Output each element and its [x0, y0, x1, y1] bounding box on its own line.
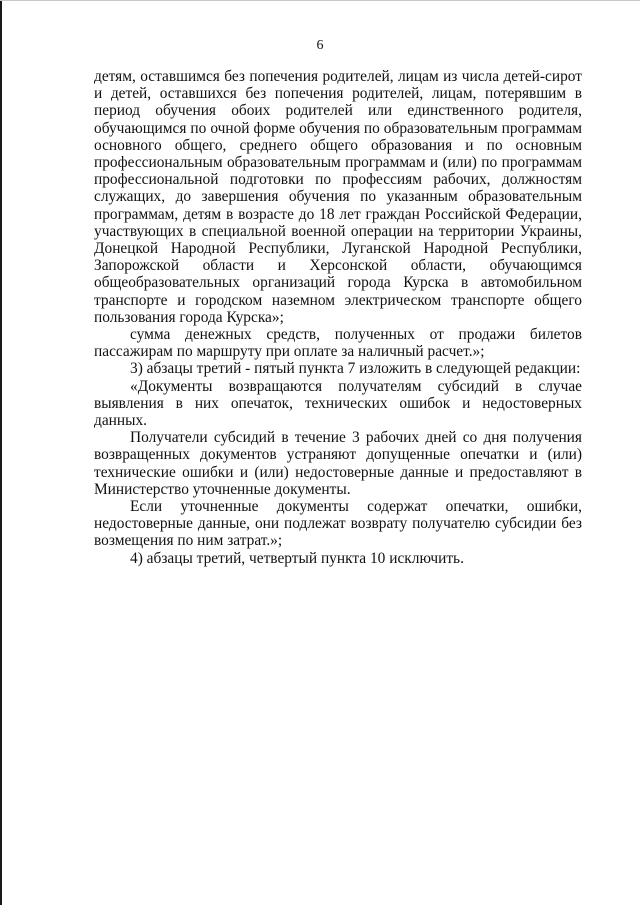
- scan-edge-left: [0, 0, 2, 905]
- paragraph-recipients-correction: Получатели субсидий в течение 3 рабочих дней со дня получения возвращенных документов устраняют допущенные опечатки и (или) технические ошибки и (или) недостоверные данные и предоставляют в Министерство уточненные документы.: [94, 429, 582, 498]
- scan-edge-top: [0, 0, 640, 1]
- paragraph-refused-compensation: Если уточненные документы содержат опечатки, ошибки, недостоверные данные, они подлежат возврату получателю субсидии без возмещения по ним затрат.»;: [94, 498, 582, 550]
- paragraph-ticket-sales: сумма денежных средств, полученных от продажи билетов пассажирам по маршруту при оплате за наличный расчет.»;: [94, 326, 582, 361]
- paragraph-item-4: 4) абзацы третий, четвертый пункта 10 исключить.: [130, 549, 464, 567]
- paragraph-continuation: детям, оставшимся без попечения родителей, лицам из числа детей-сирот и детей, оставшихся без попечения родителей, лицам, потерявшим в период обучения обоих родителей или единственного родителя, обучающимся по очной форме обучения по образовательным программам основного общего, среднего общего образования и по основным профессиональным образовательным программам и (или) по программам профессиональной подготовки по профессиям рабочих, должностям служащих, до завершения обучения по указанным образовательным программам, детям в возрасте до 18 лет граждан Российской Федерации, участвующих в специальной военной операции на территории Украины, Донецкой Народной Республики, Луганской Народной Республики, Запорожской области и Херсонской области, обучающимся общеобразовательных организаций города Курска в автомобильном транспорте и городском наземном электрическом транспорте общего пользования города Курска»;: [94, 68, 582, 326]
- paragraph-item-3: 3) абзацы третий - пятый пункта 7 изложить в следующей редакции:: [130, 360, 581, 378]
- page-number: 6: [316, 38, 324, 53]
- paragraph-documents-returned: «Документы возвращаются получателям субсидий в случае выявления в них опечаток, технических ошибок и недостоверных данных.: [94, 377, 582, 430]
- document-body: [94, 68, 582, 567]
